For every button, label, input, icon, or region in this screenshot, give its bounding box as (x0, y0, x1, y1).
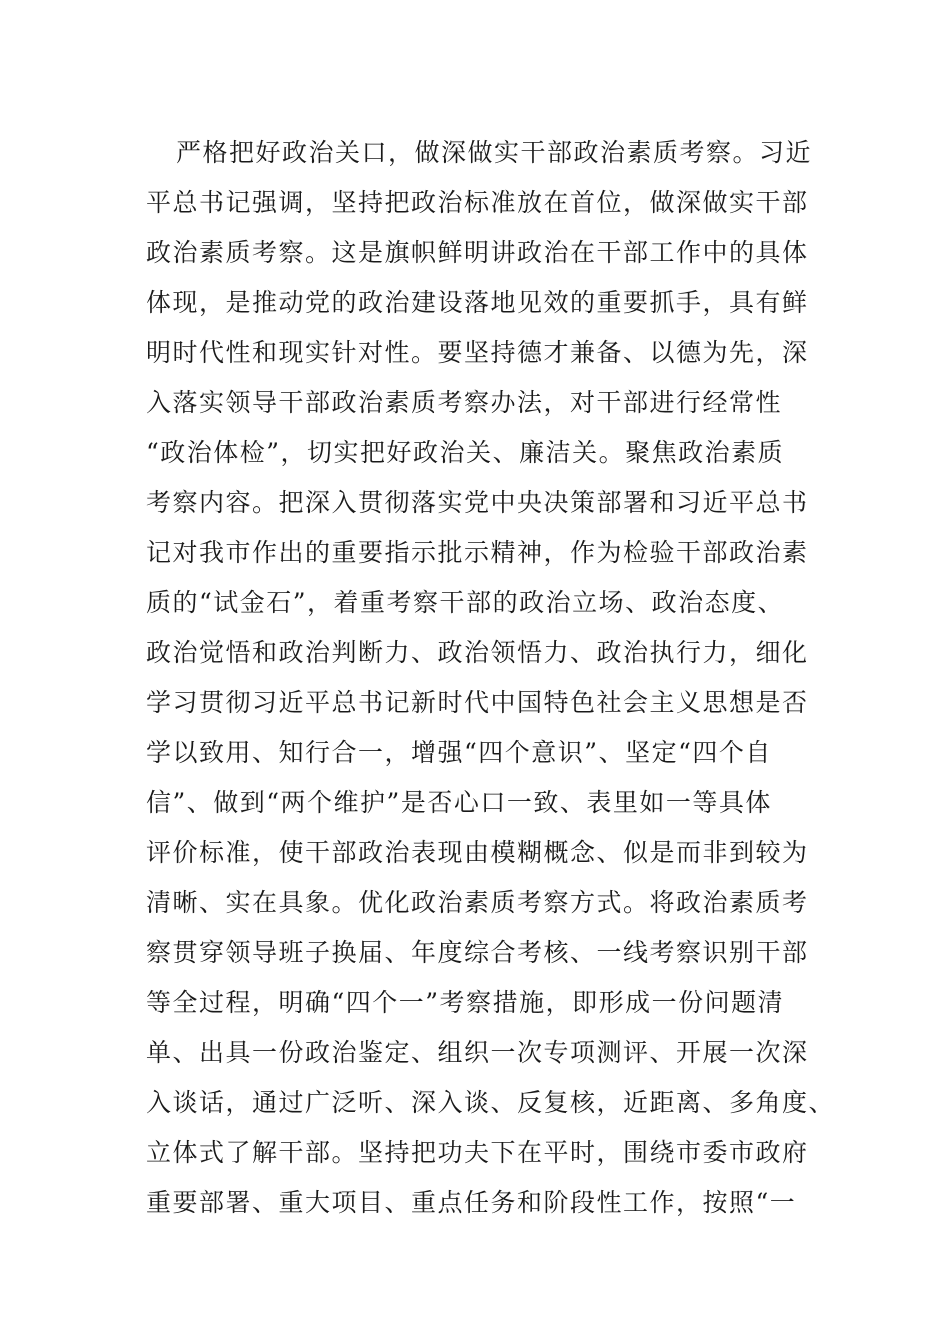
text-line: 信”、做到“两个维护”是否心口一致、表里如一等具体 (146, 788, 772, 817)
text-line: 等全过程，明确“四个一”考察措施，即形成一份问题清 (146, 988, 785, 1017)
paragraph (146, 128, 836, 1228)
text-line: 立体式了解干部。坚持把功夫下在平时，围绕市委市政府 (146, 1138, 809, 1167)
text-line: 学习贯彻习近平总书记新时代中国特色社会主义思想是否 (146, 688, 809, 717)
text-line: 察贯穿领导班子换届、年度综合考核、一线考察识别干部 (146, 938, 809, 967)
text-line: 评价标准，使干部政治表现由模糊概念、似是而非到较为 (146, 838, 809, 867)
text-line: 政治觉悟和政治判断力、政治领悟力、政治执行力，细化 (146, 638, 809, 667)
text-line: 考察内容。把深入贯彻落实党中央决策部署和习近平总书 (146, 488, 809, 517)
text-line: 明时代性和现实针对性。要坚持德才兼备、以德为先，深 (146, 338, 809, 367)
text-line: 学以致用、知行合一，增强“四个意识”、坚定“四个自 (146, 738, 772, 767)
text-line: 政治素质考察。这是旗帜鲜明讲政治在干部工作中的具体 (146, 238, 809, 267)
text-line: 入谈话，通过广泛听、深入谈、反复核，近距离、多角度、 (146, 1088, 836, 1117)
text-line: 质的“试金石”，着重考察干部的政治立场、政治态度、 (146, 588, 785, 617)
text-line: 清晰、实在具象。优化政治素质考察方式。将政治素质考 (146, 888, 809, 917)
text-line: 重要部署、重大项目、重点任务和阶段性工作，按照“一 (146, 1188, 797, 1217)
text-line: 平总书记强调，坚持把政治标准放在首位，做深做实干部 (146, 188, 809, 217)
text-line: 记对我市作出的重要指示批示精神，作为检验干部政治素 (146, 538, 809, 567)
text-line: 入落实领导干部政治素质考察办法，对干部进行经常性 (146, 388, 783, 417)
text-line: 单、出具一份政治鉴定、组织一次专项测评、开展一次深 (146, 1038, 809, 1067)
text-line: 体现，是推动党的政治建设落地见效的重要抓手，具有鲜 (146, 288, 809, 317)
text-line: “政治体检”，切实把好政治关、廉洁关。聚焦政治素质 (146, 438, 785, 467)
text-line: 严格把好政治关口，做深做实干部政治素质考察。习近 (176, 138, 813, 167)
